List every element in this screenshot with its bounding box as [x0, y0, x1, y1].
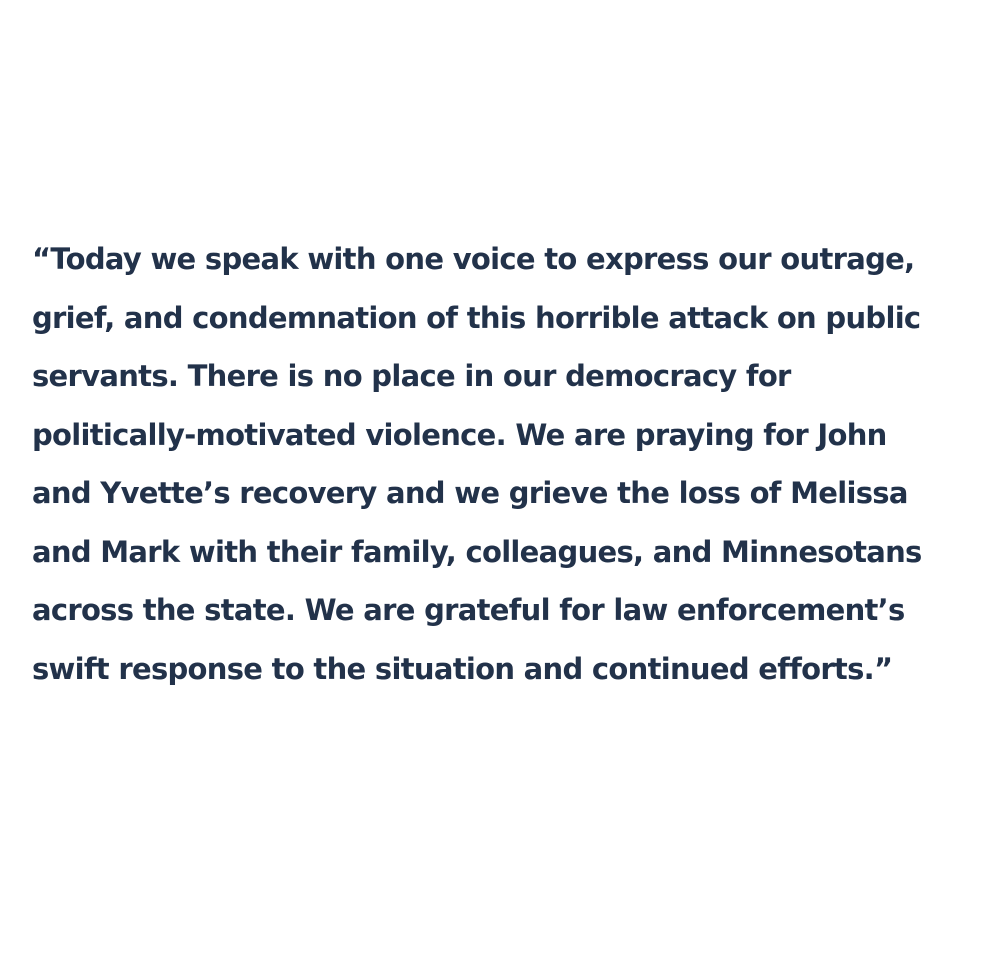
- quote-statement: [32, 230, 992, 698]
- quote-line: politically-motivated violence. We are praying for John: [32, 417, 887, 452]
- quote-line: and Mark with their family, colleagues, and Minnesotans: [32, 534, 922, 569]
- quote-line: servants. There is no place in our democracy for: [32, 359, 791, 393]
- quote-line: “Today we speak with one voice to express our outrage,: [32, 242, 915, 276]
- quote-line: and Yvette’s recovery and we grieve the loss of Melissa: [32, 476, 908, 510]
- quote-line: swift response to the situation and continued efforts.”: [32, 651, 893, 686]
- quote-line: grief, and condemnation of this horrible attack on public: [32, 300, 921, 335]
- quote-line: across the state. We are grateful for law enforcement’s: [32, 593, 905, 627]
